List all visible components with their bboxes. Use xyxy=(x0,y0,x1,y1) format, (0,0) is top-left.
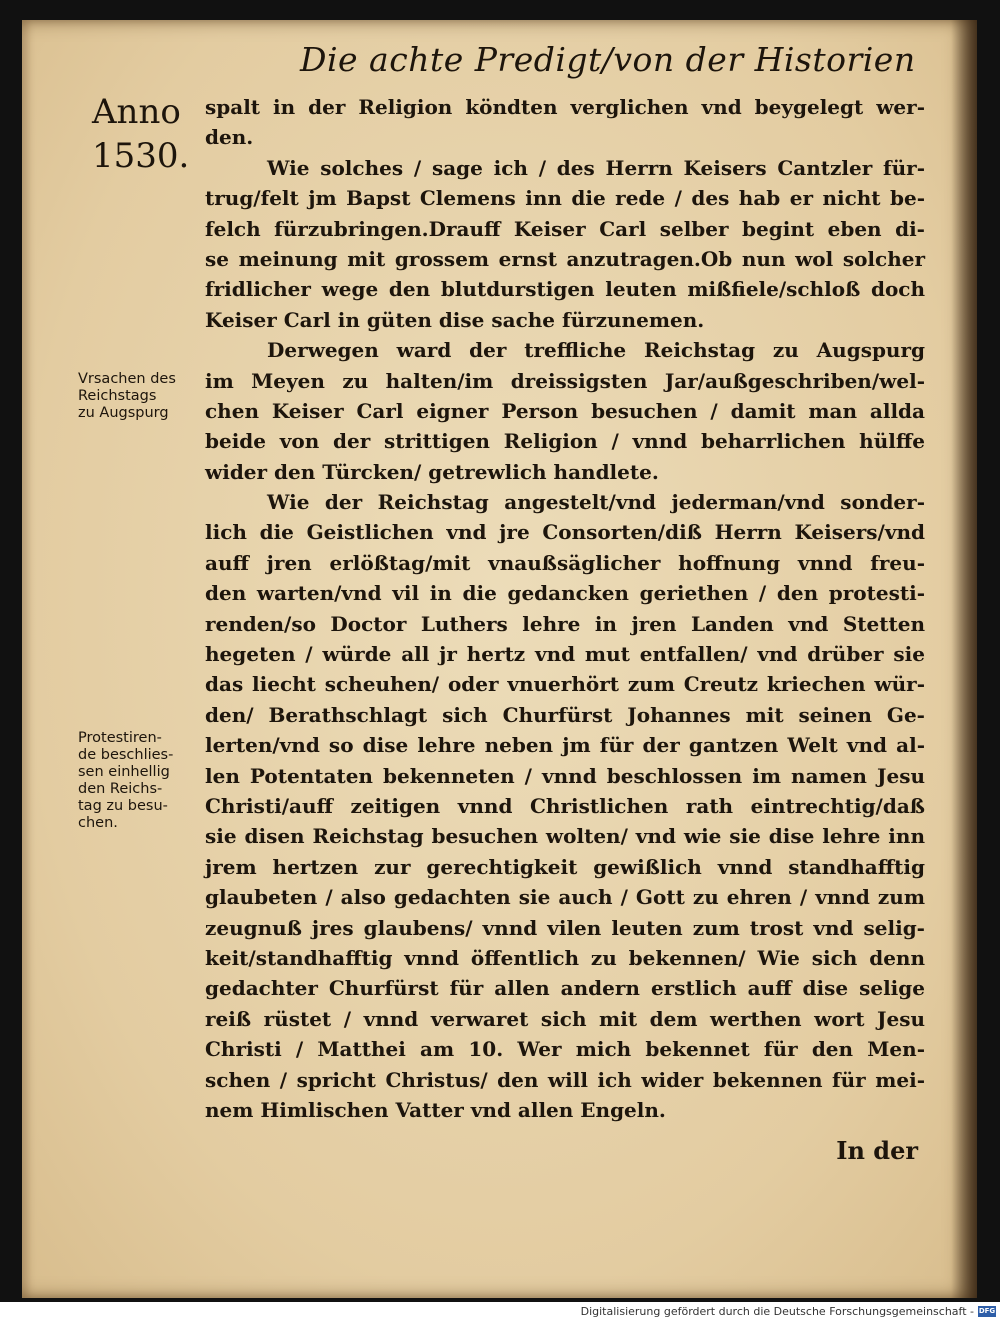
text-line: lich die Geistlichen vnd jre Consorten/diß Herrn Keisers/vnd xyxy=(205,520,925,545)
text-line: chen Keiser Carl eigner Person besuchen / damit man allda xyxy=(205,398,925,423)
margin-note xyxy=(78,730,223,832)
margin-year-number: 1530. xyxy=(92,136,190,176)
text-line: len Potentaten bekenneten / vnnd beschlossen im namen Jesu xyxy=(205,763,925,788)
gutter-shadow xyxy=(951,20,977,1298)
text-line: den. xyxy=(205,125,254,150)
margin-note-line: zu Augspurg xyxy=(78,405,169,421)
body-text xyxy=(205,92,925,1125)
text-line: gedachter Churfürst für allen andern erstlich auff dise selige xyxy=(205,976,925,1001)
text-line: se meinung mit grossem ernst anzutragen.Ob nun wol solcher xyxy=(205,246,925,271)
text-line: Wie solches / sage ich / des Herrn Keisers Cantzler für- xyxy=(267,155,925,180)
text-line: hegeten / würde all jr hertz vnd mut entfallen/ vnd drüber sie xyxy=(205,642,925,667)
margin-note xyxy=(78,371,223,422)
margin-note-line: Reichstags xyxy=(78,388,157,404)
footer-bar xyxy=(0,1302,1000,1321)
text-line: nem Himlischen Vatter vnd allen Engeln. xyxy=(205,1097,666,1122)
text-line: Wie der Reichstag angestelt/vnd jederman/vnd sonder- xyxy=(267,490,925,515)
text-line: den warten/vnd vil in die gedancken geriethen / den protesti- xyxy=(205,581,925,606)
text-line: im Meyen zu halten/im dreissigsten Jar/außgeschriben/wel- xyxy=(205,368,925,393)
text-line: jrem hertzen zur gerechtigkeit gewißlich vnnd standhafftig xyxy=(205,854,925,879)
text-line: glaubeten / also gedachten sie auch / Gott zu ehren / vnnd zum xyxy=(205,885,925,910)
margin-note-line: chen. xyxy=(78,815,118,831)
margin-note-line: sen einhellig xyxy=(78,764,170,780)
text-line: sie disen Reichstag besuchen wolten/ vnd wie sie dise lehre inn xyxy=(205,824,925,849)
text-line: beide von der strittigen Religion / vnnd beharrlichen hülffe xyxy=(205,429,925,454)
text-line: schen / spricht Christus/ den will ich wider bekennen für mei- xyxy=(205,1067,925,1092)
margin-note-line: Protestiren- xyxy=(78,730,162,746)
text-line: zeugnuß jres glaubens/ vnnd vilen leuten zum trost vnd selig- xyxy=(205,915,925,940)
text-line: Christi / Matthei am 10. Wer mich bekennet für den Men- xyxy=(205,1037,925,1062)
text-line: keit/standhafftig vnnd öffentlich zu bekennen/ Wie sich denn xyxy=(205,945,925,970)
text-line: fridlicher wege den blutdurstigen leuten mißfiele/schloß doch xyxy=(205,277,925,302)
text-line: Keiser Carl in güten dise sache fürzunemen. xyxy=(205,307,705,332)
catchword: In der xyxy=(836,1136,918,1165)
text-line: das liecht scheuhen/ oder vnuerhört zum Creutz kriechen wür- xyxy=(205,672,925,697)
margin-note-line: den Reichs- xyxy=(78,781,163,797)
text-line: lerten/vnd so dise lehre neben jm für der gantzen Welt vnd al- xyxy=(205,733,925,758)
margin-note-line: de beschlies- xyxy=(78,747,174,763)
text-line: reiß rüstet / vnnd verwaret sich mit dem werthen wort Jesu xyxy=(205,1006,925,1031)
margin-note-line: tag zu besu- xyxy=(78,798,168,814)
text-line: renden/so Doctor Luthers lehre in jren Landen vnd Stetten xyxy=(205,611,925,636)
text-line: wider den Türcken/ getrewlich handlete. xyxy=(205,459,659,484)
text-line: auff jren erlößtag/mit vnaußsäglicher hoffnung vnnd freu- xyxy=(205,550,925,575)
text-line: trug/felt jm Bapst Clemens inn die rede / des hab er nicht be- xyxy=(205,186,925,211)
running-head: Die achte Predigt/von der Historien xyxy=(300,40,916,79)
dfg-logo[interactable]: DFG xyxy=(978,1307,996,1315)
text-line: felch fürzubringen.Drauff Keiser Carl selber begint eben di- xyxy=(205,216,925,241)
funding-notice: Digitalisierung gefördert durch die Deutsche Forschungsgemeinschaft - xyxy=(580,1305,974,1318)
text-line: Christi/auff zeitigen vnnd Christlichen rath eintrechtig/daß xyxy=(205,793,925,818)
margin-year xyxy=(92,90,202,178)
text-line: Derwegen ward der treffliche Reichstag zu Augspurg xyxy=(267,338,925,363)
text-line: spalt in der Religion köndten verglichen vnd beygelegt wer- xyxy=(205,95,925,119)
margin-note-line: Vrsachen des xyxy=(78,371,176,387)
margin-year-word: Anno xyxy=(92,92,181,132)
text-line: den/ Berathschlagt sich Churfürst Johannes mit seinen Ge- xyxy=(205,702,925,727)
